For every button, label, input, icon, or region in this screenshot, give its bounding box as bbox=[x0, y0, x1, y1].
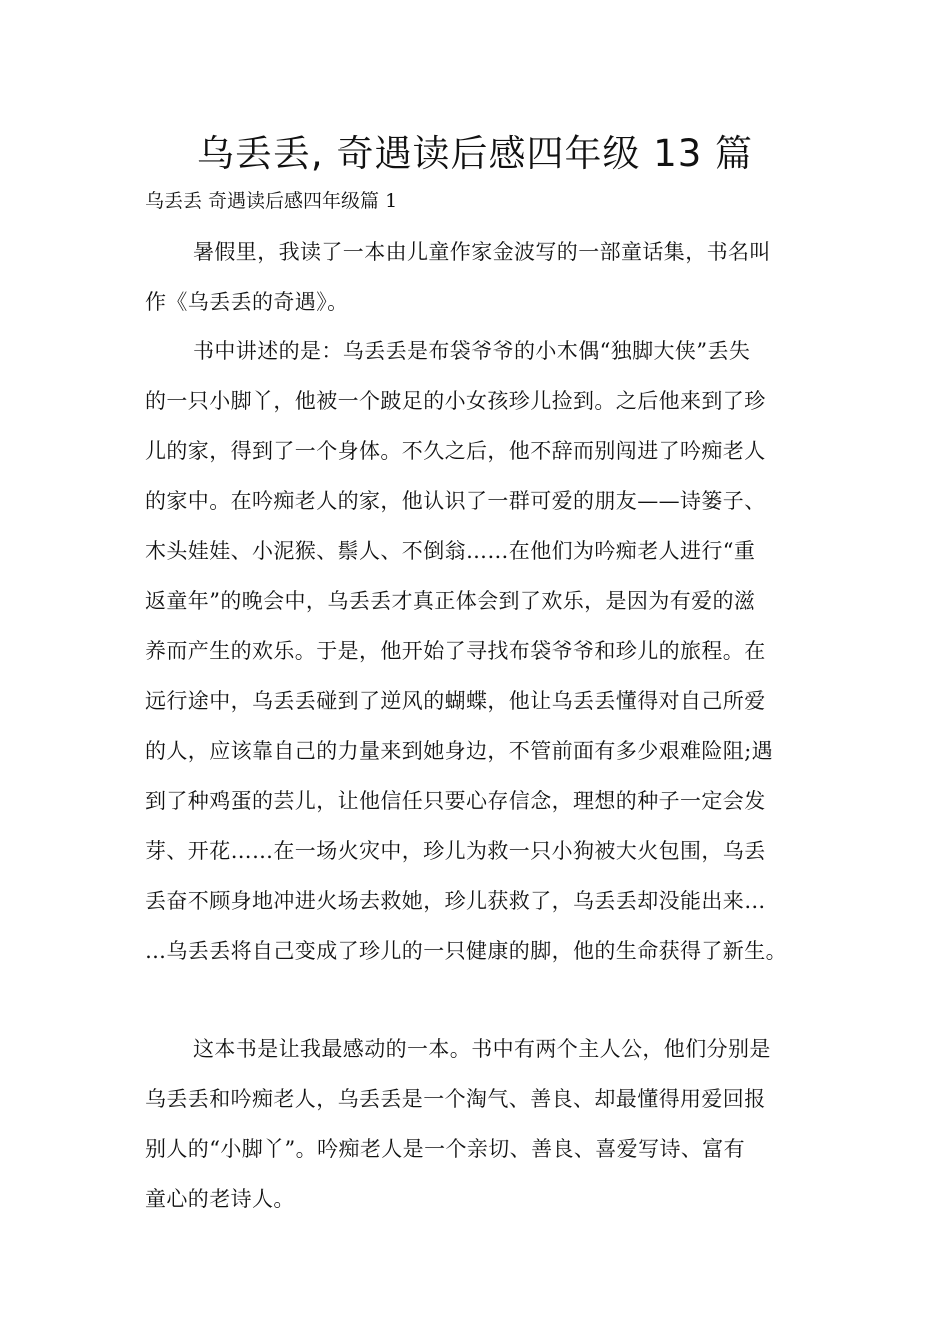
paragraph-line: 暑假里，我读了一本由儿童作家金波写的一部童话集，书名叫 bbox=[193, 240, 771, 264]
document-title: 乌丢丢, 奇遇读后感四年级 13 篇 bbox=[196, 132, 754, 175]
paragraph-line: 养而产生的欢乐。于是，他开始了寻找布袋爷爷和珍儿的旅程。在 bbox=[145, 639, 766, 663]
paragraph-line: 乌丢丢和吟痴老人，乌丢丢是一个淘气、善良、却最懂得用爱回报 bbox=[145, 1087, 766, 1111]
paragraph-line: 书中讲述的是：乌丢丢是布袋爷爷的小木偶“独脚大侠”丢失 bbox=[193, 339, 751, 363]
paragraph-line: 作《乌丢丢的奇遇》。 bbox=[145, 290, 349, 314]
paragraph-2 bbox=[145, 326, 835, 976]
paragraph-line: 芽、开花……在一场火灾中，珍儿为救一只小狗被大火包围，乌丢 bbox=[145, 839, 766, 863]
paragraph-3 bbox=[145, 1024, 835, 1224]
paragraph-line: 远行途中，乌丢丢碰到了逆风的蝴蝶，他让乌丢丢懂得对自己所爱 bbox=[145, 689, 766, 713]
paragraph-line: 童心的老诗人。 bbox=[145, 1187, 295, 1211]
paragraph-line: 丢奋不顾身地冲进火场去救她，珍儿获救了，乌丢丢却没能出来… bbox=[145, 889, 766, 913]
paragraph-line: 木头娃娃、小泥猴、鬃人、不倒翁……在他们为吟痴老人进行“重 bbox=[145, 539, 756, 563]
paragraph-line: 别人的“小脚丫”。吟痴老人是一个亲切、善良、喜爱写诗、富有 bbox=[145, 1137, 746, 1161]
paragraph-line: 儿的家，得到了一个身体。不久之后，他不辞而别闯进了吟痴老人 bbox=[145, 439, 766, 463]
paragraph-line: 这本书是让我最感动的一本。书中有两个主人公，他们分别是 bbox=[193, 1037, 771, 1061]
paragraph-line: 返童年”的晚会中，乌丢丢才真正体会到了欢乐，是因为有爱的滋 bbox=[145, 589, 756, 613]
section-heading: 乌丢丢 奇遇读后感四年级篇 1 bbox=[145, 190, 398, 212]
paragraph-line: 的家中。在吟痴老人的家，他认识了一群可爱的朋友——诗篓子、 bbox=[145, 489, 766, 513]
paragraph-1 bbox=[145, 227, 835, 327]
paragraph-line: 到了种鸡蛋的芸儿，让他信任只要心存信念，理想的种子一定会发 bbox=[145, 789, 766, 813]
paragraph-line: …乌丢丢将自己变成了珍儿的一只健康的脚，他的生命获得了新生。 bbox=[145, 939, 787, 963]
paragraph-line: 的人，应该靠自己的力量来到她身边，不管前面有多少艰难险阻;遇 bbox=[145, 739, 774, 763]
paragraph-line: 的一只小脚丫，他被一个跛足的小女孩珍儿捡到。之后他来到了珍 bbox=[145, 389, 766, 413]
